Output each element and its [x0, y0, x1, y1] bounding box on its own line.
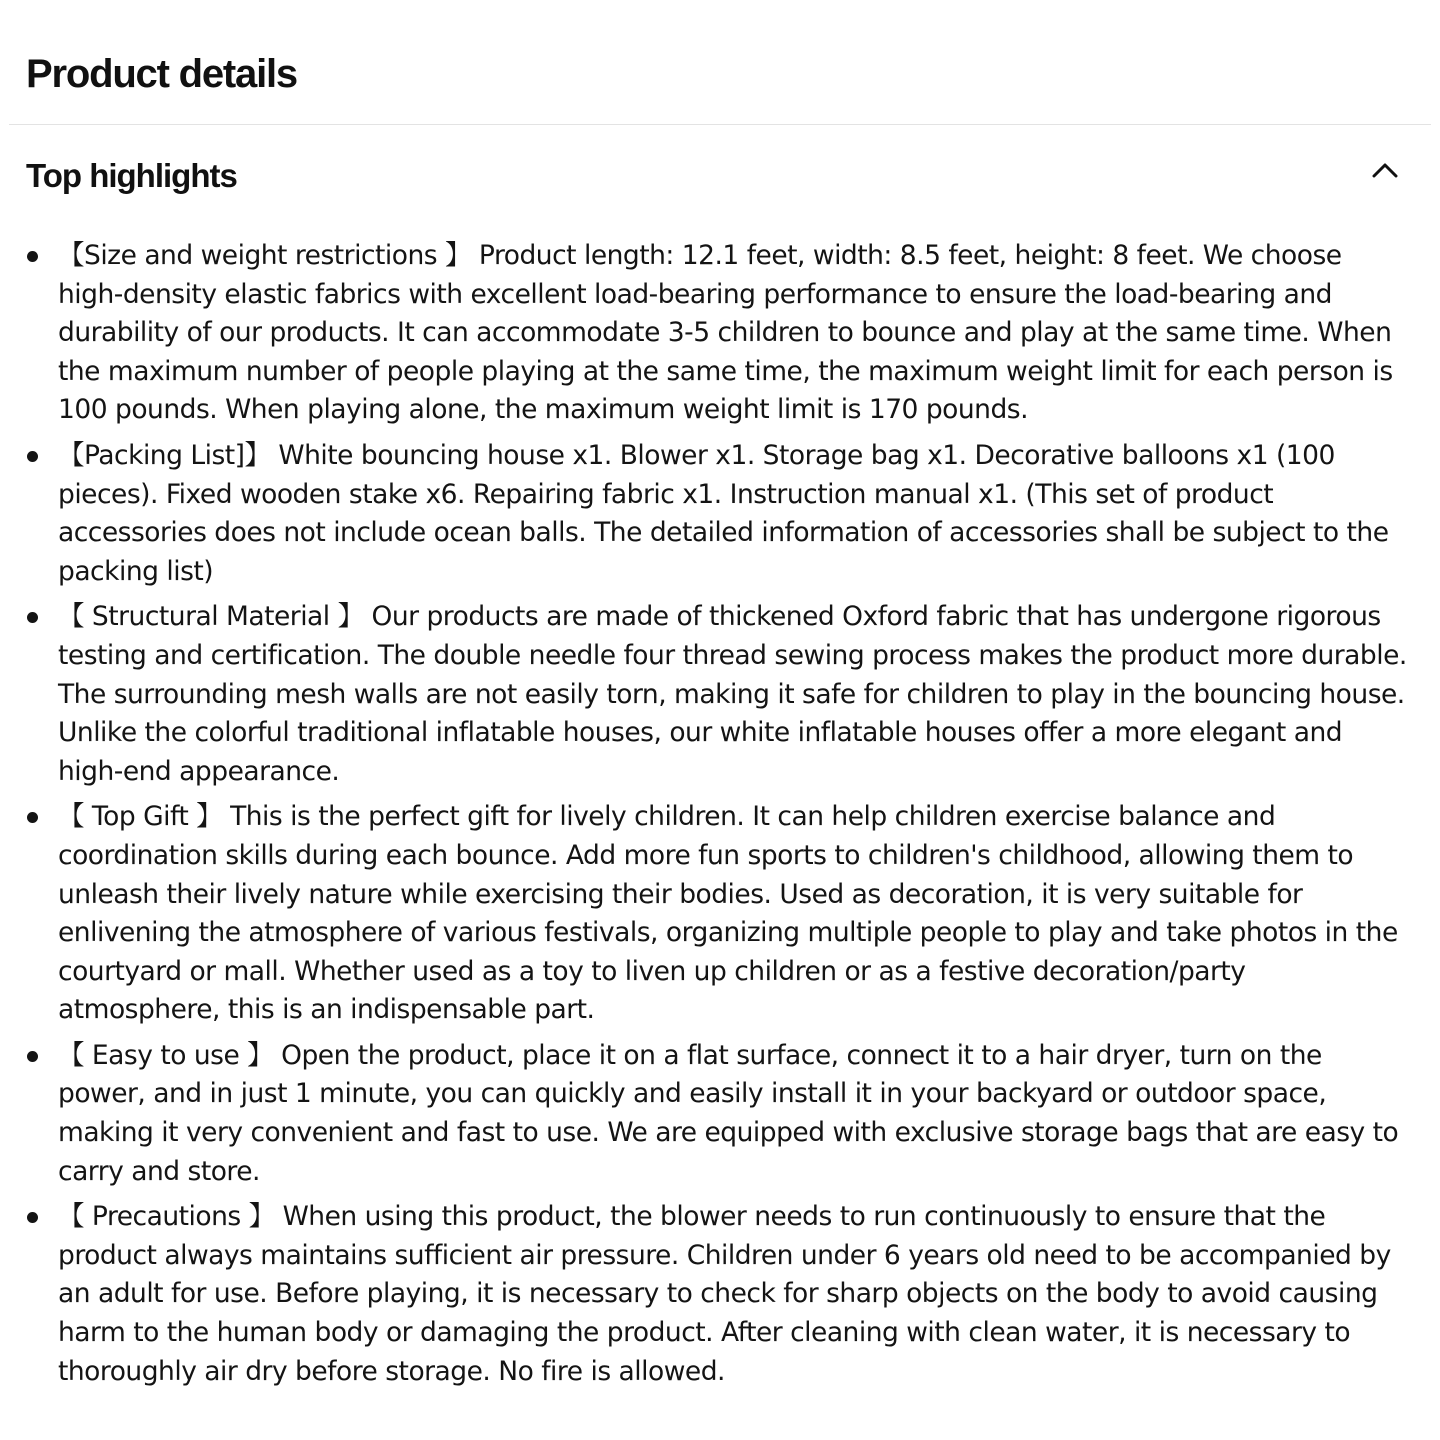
highlight-text: 【Size and weight restrictions 】 Product length: 12.1 feet, width: 8.5 feet, height: 8 feet. We choose high-density elastic fabrics with excellent load-bearing performance to ensure the load-bearing and durability of our products. It can accommodate 3-5 children to bounce and play at the same time. When the maximum number of people playing at the same time, the maximum weight limit for each person is 100 pounds. When playing alone, the maximum weight limit is 170 pounds. [58, 240, 1393, 426]
highlight-text: 【 Structural Material 】 Our products are made of thickened Oxford fabric that has undergone rigorous testing and certification. The double needle four thread sewing process makes the product more durable. The surrounding mesh walls are not easily torn, making it safe for children to play in the bouncing house. Unlike the colorful traditional inflatable houses, our white inflatable houses offer a more elegant and high-end appearance. [58, 601, 1407, 787]
bullet-icon [27, 612, 38, 623]
highlight-text: 【 Precautions 】 When using this product, the blower needs to run continuously to ensure that the product always maintains sufficient air pressure. Children under 6 years old need to be accompanied by an adult for use. Before playing, it is necessary to check for sharp objects on the body to avoid causing harm to the human body or damaging the product. After cleaning with clean water, it is necessary to thoroughly air dry before storage. No fire is allowed. [58, 1201, 1391, 1387]
bullet-icon [27, 451, 38, 462]
section-title: Top highlights [26, 157, 237, 194]
top-highlights-toggle[interactable] [0, 150, 1440, 202]
bullet-icon [27, 812, 38, 823]
list-item [0, 237, 1440, 430]
list-item [0, 598, 1440, 791]
bullet-icon [27, 1212, 38, 1223]
page-title: Product details [26, 52, 297, 96]
highlight-text: 【 Easy to use 】 Open the product, place it on a flat surface, connect it to a hair dryer, turn on the power, and in just 1 minute, you can quickly and easily install it in your backyard or outdoor space, making it very convenient and fast to use. We are equipped with exclusive storage bags that are easy to carry and store. [58, 1039, 1399, 1187]
list-item [0, 798, 1440, 1030]
highlight-text: 【 Top Gift 】 This is the perfect gift for lively children. It can help children exercise balance and coordination skills during each bounce. Add more fun sports to children's childhood, allowing them to unleash their lively nature while exercising their bodies. Used as decoration, it is very suitable for enlivening the atmosphere of various festivals, organizing multiple people to play and take photos in the courtyard or mall. Whether used as a toy to liven up children or as a festive decoration/party atmosphere, this is an indispensable part. [58, 801, 1398, 1026]
bullet-icon [27, 1051, 38, 1062]
highlight-text: 【Packing List]】 White bouncing house x1. Blower x1. Storage bag x1. Decorative balloons x1 (100 pieces). Fixed wooden stake x6. Repairing fabric x1. Instruction manual x1. (This set of product accessories does not include ocean balls. The detailed information of accessories shall be subject to the packing list) [58, 439, 1389, 587]
divider [9, 124, 1431, 125]
chevron-up-icon[interactable] [1368, 154, 1402, 188]
list-item [0, 437, 1440, 591]
highlights-list [0, 237, 1440, 1398]
list-item [0, 1037, 1440, 1191]
bullet-icon [27, 251, 38, 262]
list-item [0, 1198, 1440, 1391]
